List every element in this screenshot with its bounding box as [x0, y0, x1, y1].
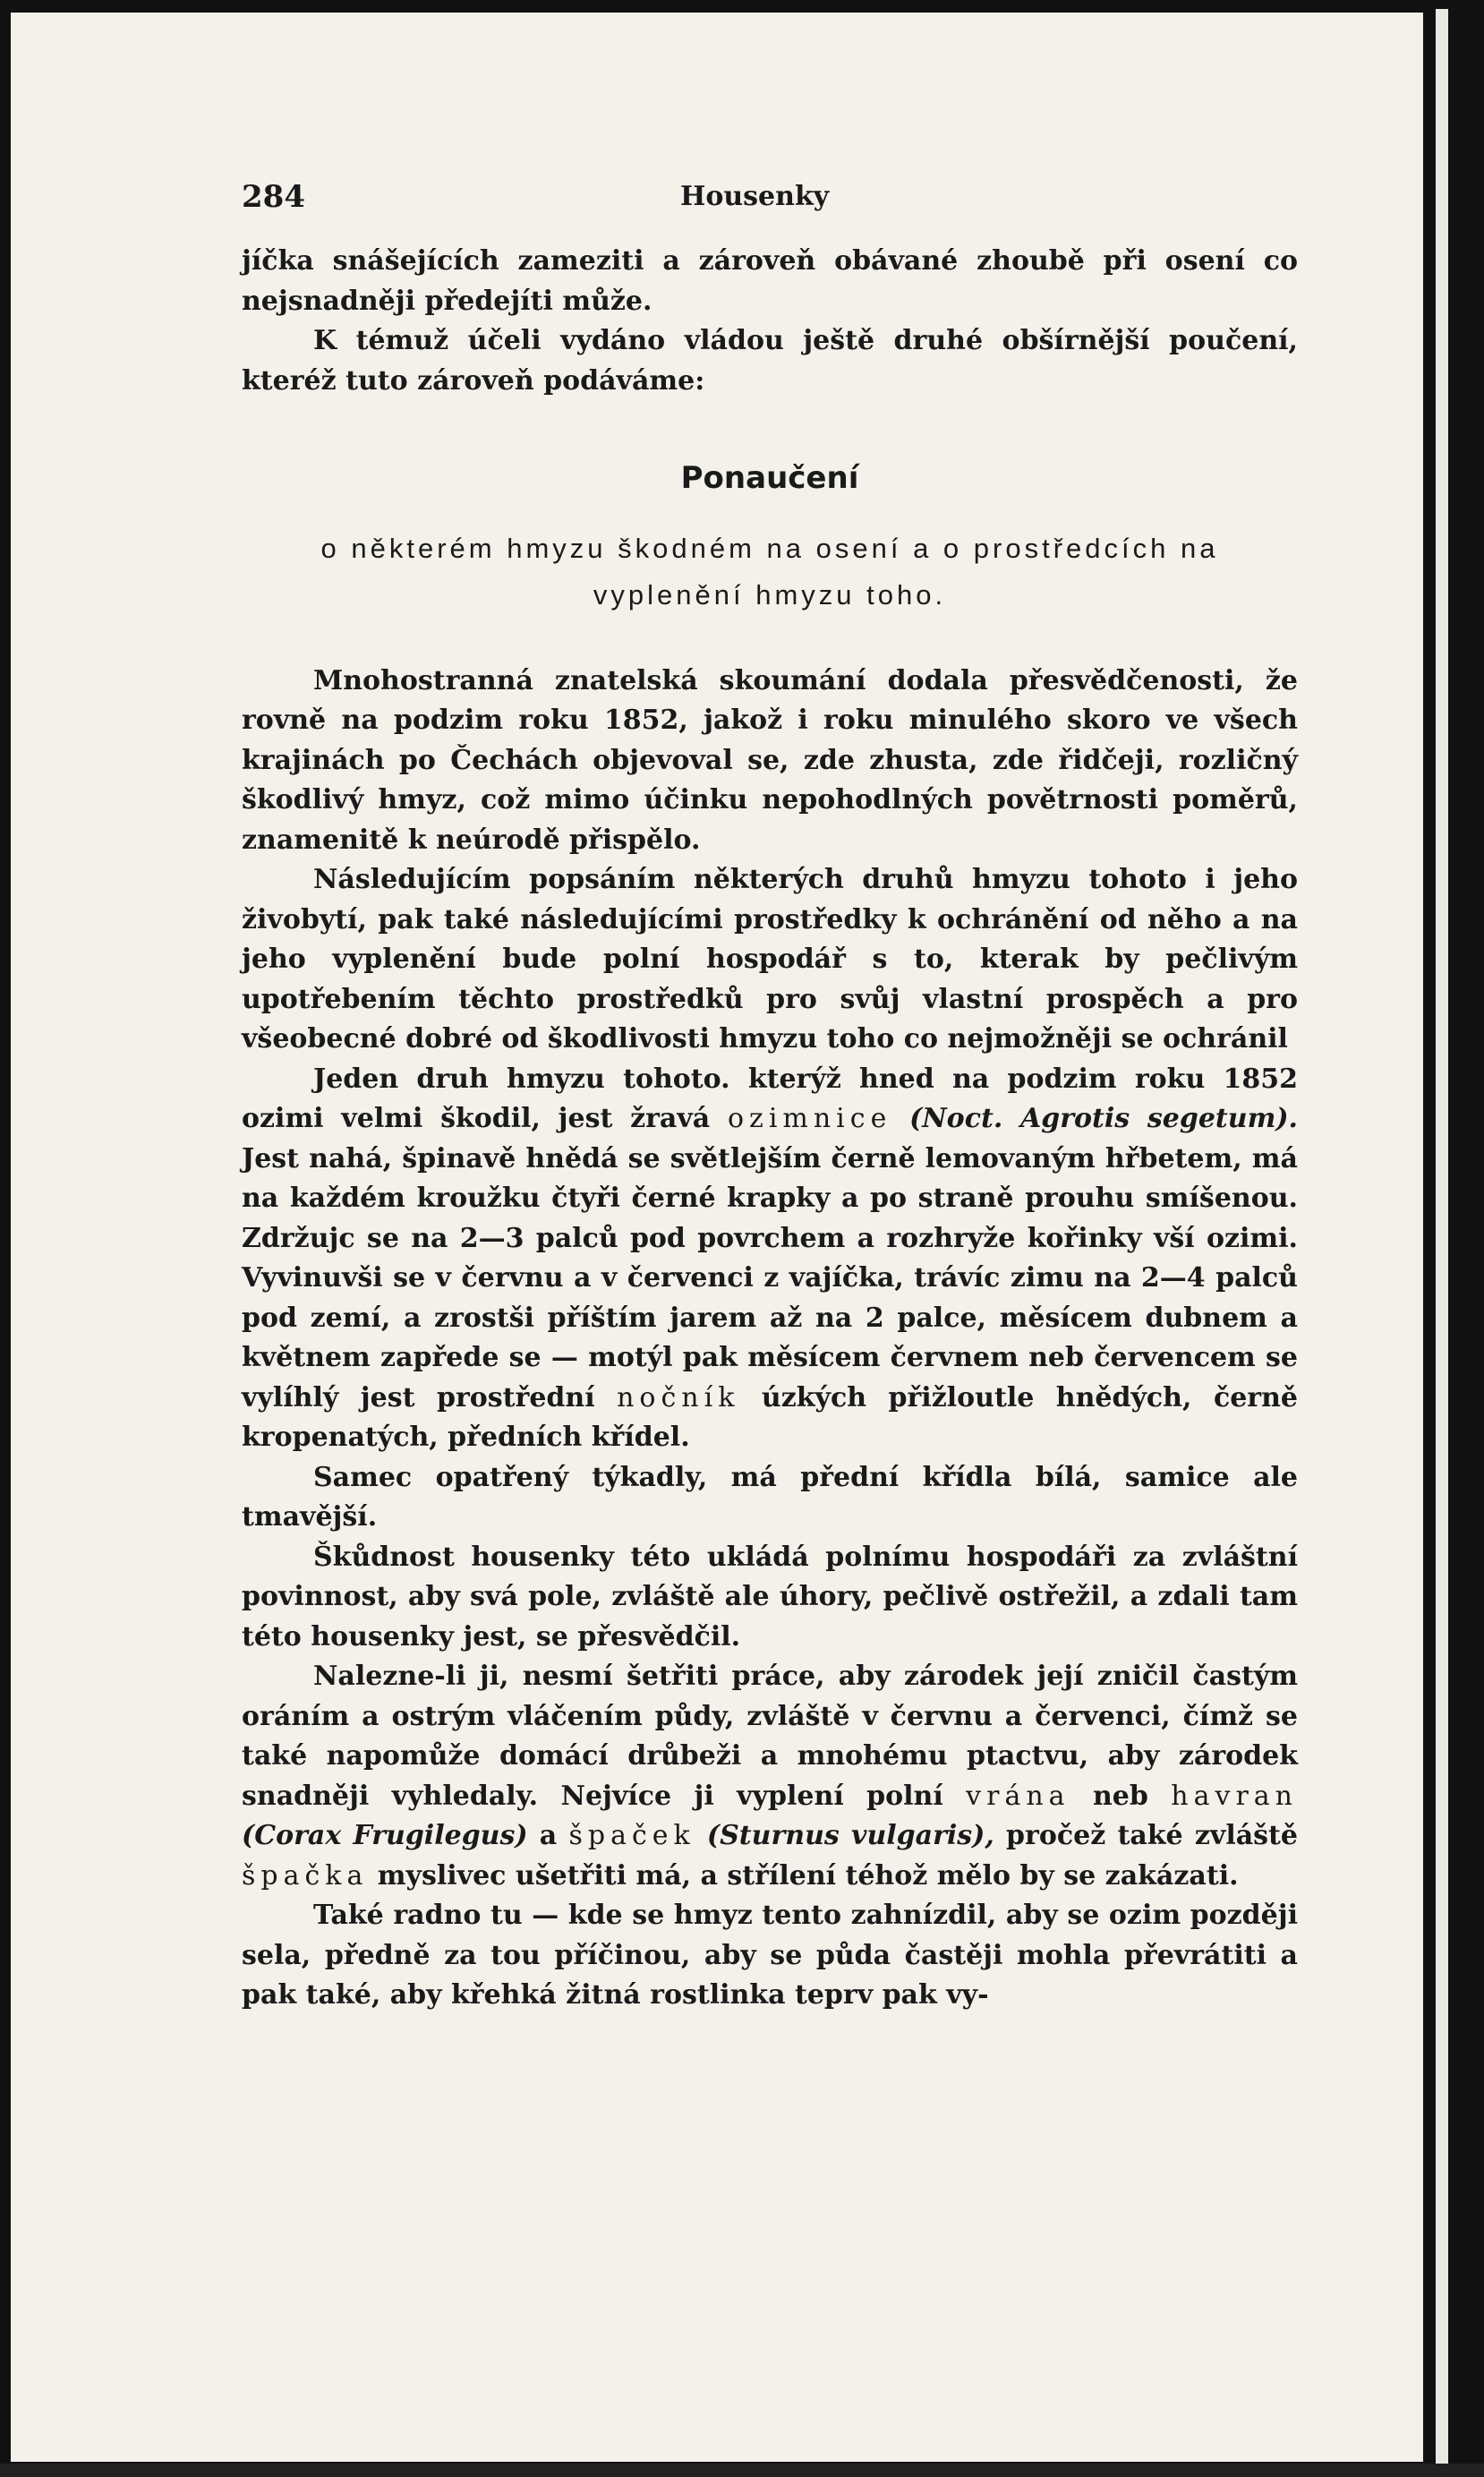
section-title: Ponaučení	[680, 460, 859, 496]
text-run: úzkých přižloutle hnědých, černě kropenatých, předních křídel.	[242, 1381, 1298, 1453]
paragraph: Také radno tu — kde se hmyz tento zahnízdil, aby se ozim později sela, předně za tou příčinou, aby se půda častěji mohla převrátiti a pak také, aby křehká žitná rostlinka teprv pak vy-	[242, 1900, 1298, 2011]
latin-name: (Corax Frugilegus)	[242, 1820, 528, 1851]
page-number: 284	[242, 179, 305, 215]
paragraph: Škůdnost housenky této ukládá polnímu hospodáři za zvláštní povinnost, aby svá pole, zvláště ale úhory, pečlivě ostřežil, a zdali tam této housenky jest, se přesvědčil.	[242, 1541, 1298, 1653]
scan-border	[0, 2464, 1484, 2477]
paragraph	[242, 1060, 1298, 1458]
page-header	[242, 170, 1298, 224]
page-text	[242, 170, 1298, 2016]
text-run: pročež také zvláště	[994, 1820, 1298, 1851]
text-run: Jeden druh hmyzu tohoto. kterýž hned na podzim roku 1852 ozimi velmi škodil, jest žravá	[242, 1063, 1298, 1134]
spaced-term: ozimnice	[727, 1103, 892, 1134]
paragraph: K témuž účeli vydáno vládou ještě druhé obšírnější poučení, kteréž tuto zároveň podáváme:	[242, 325, 1298, 397]
paragraph: jíčka snášejících zameziti a zároveň obávané zhoubě při osení co nejsnadněji předejíti může.	[242, 245, 1298, 317]
page-edge	[1436, 9, 1448, 2467]
spaced-term: špačka	[242, 1859, 369, 1892]
paragraph: Mnohostranná znatelská skoumání dodala přesvědčenosti, že rovně na podzim roku 1852, jakož i roku minulého skoro ve všech krajinách po Čechách objevoval se, zde zhusta, zde řidčeji, rozličný škodlivý hmyz, což mimo účinku nepohodlných povětrnosti poměrů, znamenitě k neúrodě přispělo.	[242, 664, 1298, 856]
text-run: neb	[1070, 1780, 1172, 1812]
latin-name: (Noct. Agrotis segetum).	[909, 1103, 1298, 1134]
latin-name: (Sturnus vulgaris),	[695, 1820, 994, 1851]
text-run: Nalezne-li ji, nesmí šetřiti práce, aby zárodek její zničil častým oráním a ostrým vláčením půdy, zvláště v červnu a červenci, čímž se také napomůže domácí drůbeži a mnohému ptactvu, aby zárodek snadněji vyhledaly. Nejvíce ji vyplení polní	[242, 1661, 1298, 1812]
spaced-term: vrána	[966, 1780, 1070, 1812]
spaced-term: nočník	[617, 1381, 740, 1414]
paragraph: Následujícím popsáním některých druhů hmyzu tohoto i jeho živobytí, pak také následujícími prostředky k ochránění od něho a na jeho vyplenění bude polní hospodář s to, kterak by pečlivým upotřebením těchto prostředků pro svůj vlastní prospěch a pro všeobecné dobré od škodlivosti hmyzu toho co nejmožněji se ochránil	[242, 864, 1298, 1055]
running-title: Housenky	[680, 181, 830, 212]
text-run: a	[527, 1820, 569, 1851]
paragraph: Samec opatřený týkadly, má přední křídla bílá, samice ale tmavější.	[242, 1461, 1298, 1533]
text-run: Jest nahá, špinavě hnědá se světlejším černě lemovaným hřbetem, má na každém kroužku čtyři černé krapky a po straně prouhu smíšenou. Zdržujc se na 2—3 palců pod povrchem a rozhryže kořinky vší ozimi. Vyvinuvši se v červnu a v červenci z vajíčka, trávíc zimu na 2—4 palců pod zemí, a zrostši příštím jarem až na 2 palce, měsícem dubnem a květnem zapřede se — motýl pak měsícem červnem neb červencem se vylíhlý jest prostřední	[242, 1142, 1298, 1414]
section-subtitle: o některém hmyzu škodném na osení a o prostředcích na vyplenění hmyzu toho.	[320, 532, 1219, 611]
text-run: myslivec ušetřiti má, a střílení téhož mělo by se zakázati.	[368, 1859, 1239, 1892]
paragraph	[242, 1657, 1298, 1896]
spaced-term: havran	[1171, 1780, 1298, 1812]
spaced-term: špaček	[568, 1820, 695, 1851]
